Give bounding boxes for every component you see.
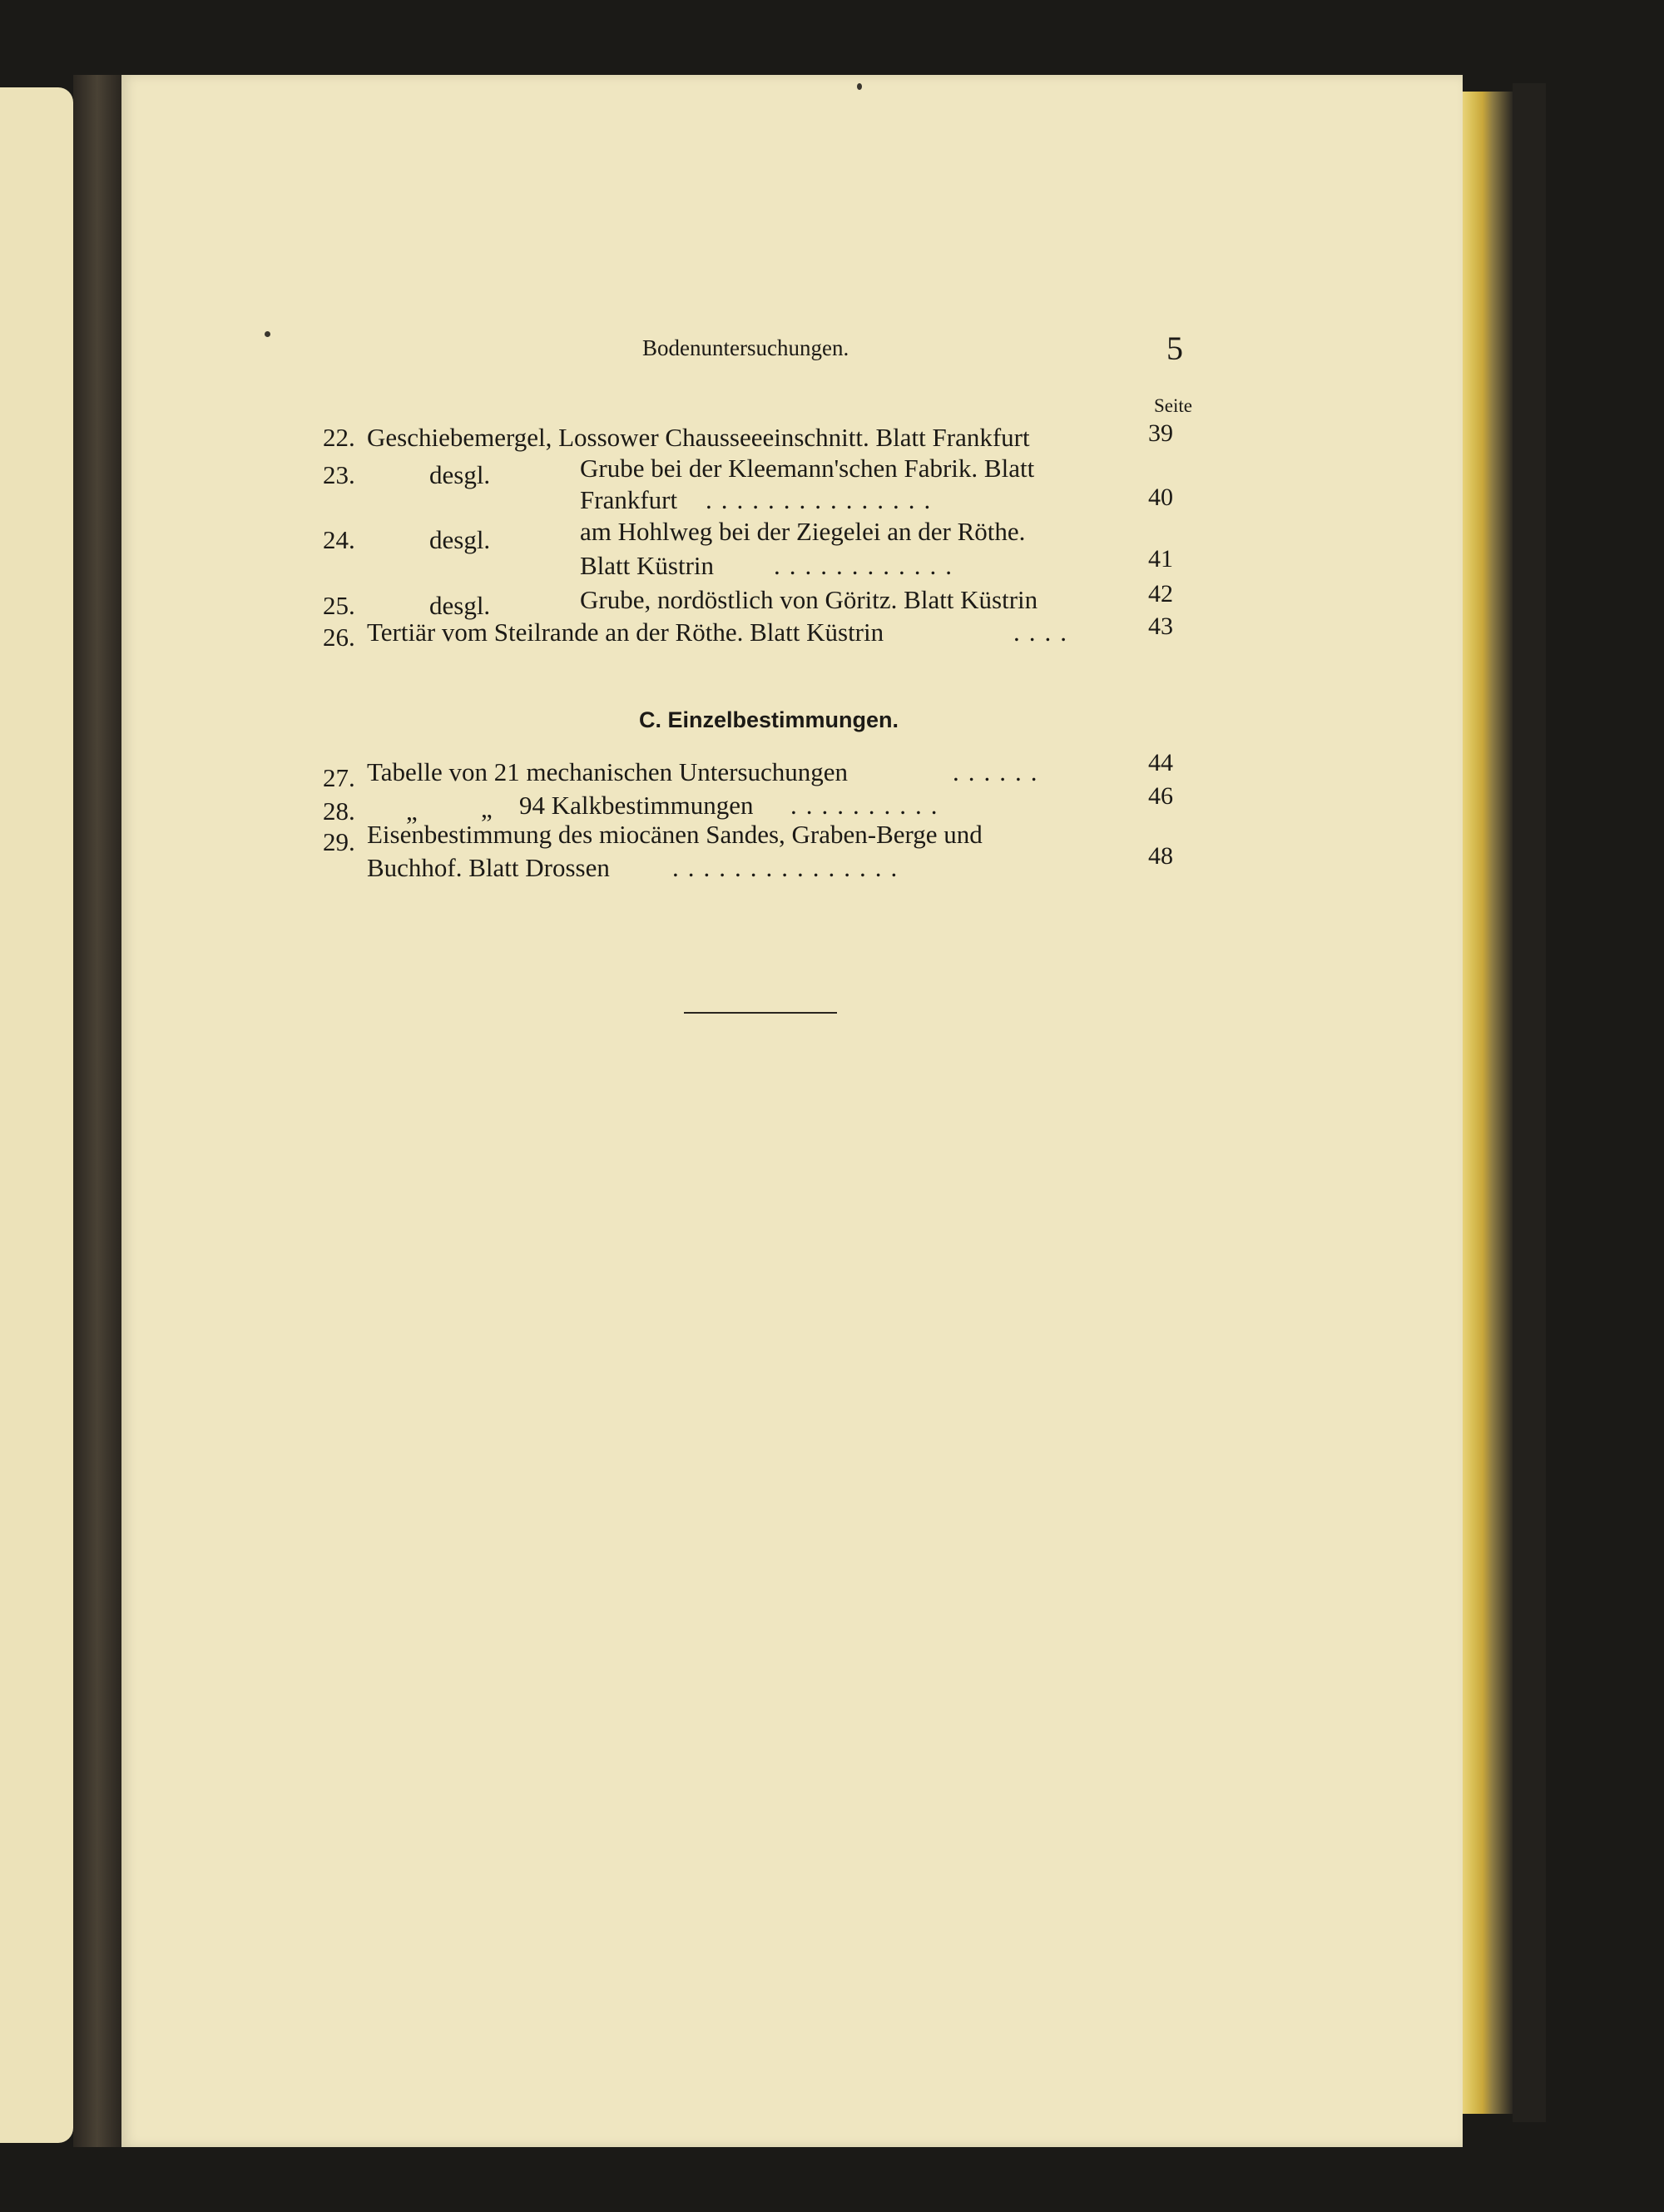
entry-page: 44 [1148,749,1173,776]
entry-title: am Hohlweg bei der Ziegelei an der Röthe. [580,517,1026,546]
book-page [121,75,1463,2147]
page-number: 5 [1166,330,1183,367]
leader-dots: .... [1013,617,1076,647]
entry-number: 29. [323,827,355,856]
entry-number: 28. [323,796,355,826]
ink-speck [265,331,270,337]
ditto-mark: „ [406,796,418,826]
book-gutter [73,75,121,2147]
entry-page: 46 [1148,782,1173,810]
entry-subject: desgl. [429,591,491,620]
entry-title-continued: Buchhof. Blatt Drossen [367,853,610,882]
entry-title: Grube, nordöstlich von Göritz. Blatt Küstrin [580,585,1038,614]
leader-dots: ............ [774,551,961,580]
entry-title-continued: Frankfurt [580,485,678,514]
ditto-mark: „ [481,794,493,823]
entry-title: Tabelle von 21 mechanischen Untersuchungen [367,757,849,786]
entry-number: 23. [323,460,355,489]
entry-page: 39 [1148,419,1173,447]
entry-page: 48 [1148,842,1173,870]
entry-page: 40 [1148,484,1173,511]
entry-number: 25. [323,591,355,620]
facing-page-edge [0,87,73,2143]
entry-number: 24. [323,525,355,554]
entry-page: 43 [1148,613,1173,640]
entry-title: Eisenbestimmung des miocänen Sandes, Graben-Berge und [367,820,983,849]
entry-number: 27. [323,763,355,792]
book-cover-edge [1513,83,1546,2122]
page-stack-edges [1463,92,1513,2114]
entry-title: 94 Kalkbestimmungen [519,791,754,820]
ink-speck [857,83,862,90]
entry-title: Geschiebemergel, Lossower Chausseeeinschnitt. Blatt Frankfurt [367,423,1030,452]
section-heading: C. Einzelbestimmungen. [639,707,899,732]
leader-dots: ............... [672,853,907,882]
entry-number: 22. [323,423,355,452]
leader-dots: ...... [953,757,1047,786]
running-header-title: Bodenuntersuchungen. [642,335,849,360]
entry-subject: desgl. [429,460,491,489]
entry-title: Grube bei der Kleemann'schen Fabrik. Blatt [580,454,1035,483]
closing-rule [684,1012,837,1014]
entry-page: 41 [1148,545,1173,573]
leader-dots: .......... [790,791,947,820]
leader-dots: ............... [706,485,940,514]
entry-page: 42 [1148,580,1173,608]
entry-subject: desgl. [429,525,491,554]
entry-title-continued: Blatt Küstrin [580,551,715,580]
entry-title: Tertiär vom Steilrande an der Röthe. Blatt Küstrin [367,617,884,647]
seite-column-label: Seite [1154,395,1192,416]
entry-number: 26. [323,622,355,652]
